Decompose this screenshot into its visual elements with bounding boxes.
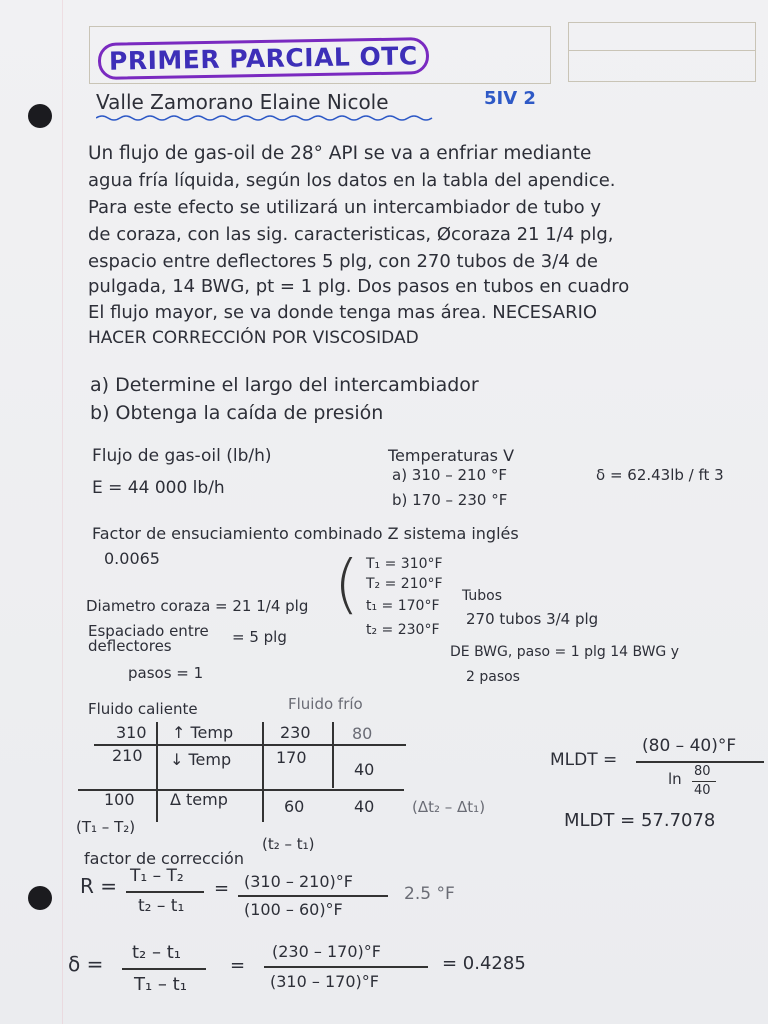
tubes-label: Tubos — [462, 588, 503, 604]
s-denominator: T₁ – t₁ — [134, 974, 187, 995]
r-numerator: T₁ – T₂ — [130, 866, 184, 886]
s-result: = 0.4285 — [442, 953, 526, 974]
mldt-numerator: (80 – 40)°F — [642, 736, 737, 756]
fraction-bar — [636, 761, 764, 763]
bwg-info: DE BWG, paso = 1 plg 14 BWG y — [450, 644, 679, 660]
r-result: 2.5 °F — [404, 884, 455, 904]
table-divider — [156, 722, 158, 822]
group-label: 5IV 2 — [484, 88, 536, 109]
flow-label: Flujo de gas-oil (lb/h) — [92, 446, 272, 466]
temp-a: a) 310 – 210 °F — [392, 466, 508, 484]
question-a: a) Determine el largo del intercambiador — [90, 374, 479, 396]
baffle-spacing-label-1: Espaciado entre — [88, 622, 209, 640]
binder-hole — [28, 886, 52, 910]
bracket: ( — [334, 548, 359, 622]
shell-diameter: Diametro coraza = 21 1/4 plg — [86, 597, 309, 615]
problem-line: pulgada, 14 BWG, pt = 1 plg. Dos pasos en tubos en cuadro — [88, 276, 630, 297]
table-cell: 40 — [354, 760, 375, 779]
flow-value: E = 44 000 lb/h — [92, 478, 225, 498]
grade-box — [568, 22, 756, 82]
fraction-bar — [264, 966, 428, 968]
temp-b: b) 170 – 230 °F — [392, 491, 508, 509]
hot-outlet: T₂ = 210°F — [366, 576, 443, 592]
s-numerator: t₂ – t₁ — [132, 942, 181, 963]
fraction-bar — [126, 891, 204, 893]
table-divider — [332, 722, 334, 788]
table-cell: 170 — [276, 748, 307, 767]
margin-line — [62, 0, 63, 1024]
table-cell: ↑ Temp — [172, 723, 234, 742]
fraction-bar — [122, 968, 206, 970]
table-cell: ↓ Temp — [170, 750, 232, 769]
hot-inlet: T₁ = 310°F — [366, 556, 443, 572]
cold-diff-note: (t₂ – t₁) — [262, 835, 315, 853]
tubes-count: 270 tubos 3/4 plg — [466, 610, 599, 628]
table-cell: 60 — [284, 797, 305, 816]
table-cell: 230 — [280, 723, 311, 742]
table-divider — [262, 722, 264, 822]
fouling-label: Factor de ensuciamiento combinado Z sistema inglés — [92, 524, 519, 543]
table-cell: Δ temp — [170, 790, 228, 809]
equals: = — [230, 955, 246, 976]
page-title: PRIMER PARCIAL OTC — [98, 37, 429, 80]
cold-inlet: t₁ = 170°F — [366, 598, 440, 614]
cold-outlet: t₂ = 230°F — [366, 622, 440, 638]
s-lhs: δ = — [68, 952, 104, 976]
ln-denominator: 40 — [694, 783, 711, 798]
problem-line: Un flujo de gas-oil de 28° API se va a enfriar mediante — [88, 143, 592, 164]
fraction-bar — [238, 895, 388, 897]
student-name: Valle Zamorano Elaine Nicole — [96, 90, 389, 114]
table-cell: 100 — [104, 790, 135, 809]
problem-line: agua fría líquida, según los datos en la tabla del apendice. — [88, 170, 616, 191]
cold-fluid-label: Fluido frío — [288, 695, 363, 713]
baffle-spacing-label-2: deflectores — [88, 637, 172, 655]
fraction-bar — [692, 781, 716, 782]
fouling-value: 0.0065 — [104, 549, 160, 568]
ln-numerator: 80 — [694, 764, 711, 779]
problem-line: de coraza, con las sig. caracteristicas, Øcoraza 21 1/4 plg, — [88, 224, 614, 245]
problem-line: espacio entre deflectores 5 plg, con 270 tubos de 3/4 de — [88, 251, 598, 272]
table-cell: 40 — [354, 797, 375, 816]
hot-fluid-label: Fluido caliente — [88, 700, 198, 718]
table-cell: 80 — [352, 724, 373, 743]
r-denominator-values: (100 – 60)°F — [244, 900, 343, 919]
correction-label: factor de corrección — [84, 849, 244, 868]
table-cell: 310 — [116, 723, 147, 742]
mldt-label: MLDT = — [550, 750, 618, 770]
question-b: b) Obtenga la caída de presión — [90, 402, 384, 424]
problem-line: HACER CORRECCIÓN POR VISCOSIDAD — [88, 328, 419, 348]
mldt-result: MLDT = 57.7078 — [564, 810, 716, 831]
r-numerator-values: (310 – 210)°F — [244, 872, 353, 891]
temperatures-label: Temperaturas V — [388, 446, 515, 465]
s-denominator-values: (310 – 170)°F — [270, 972, 379, 991]
r-lhs: R = — [80, 874, 118, 898]
table-cell: 210 — [112, 746, 143, 765]
delta-note: (Δt₂ – Δt₁) — [412, 798, 486, 816]
passes: 2 pasos — [466, 669, 520, 685]
name-underline — [96, 114, 441, 122]
shell-passes: pasos = 1 — [128, 664, 204, 682]
binder-hole — [28, 104, 52, 128]
s-numerator-values: (230 – 170)°F — [272, 942, 381, 961]
r-denominator: t₂ – t₁ — [138, 896, 185, 916]
hot-diff-note: (T₁ – T₂) — [76, 818, 136, 836]
baffle-spacing-value: = 5 plg — [232, 628, 287, 646]
equals: = — [214, 878, 230, 899]
problem-line: El flujo mayor, se va donde tenga mas área. NECESARIO — [88, 302, 598, 323]
problem-line: Para este efecto se utilizará un intercambiador de tubo y — [88, 197, 602, 218]
ln-label: ln — [668, 770, 682, 788]
density: δ = 62.43lb / ft 3 — [596, 466, 724, 484]
